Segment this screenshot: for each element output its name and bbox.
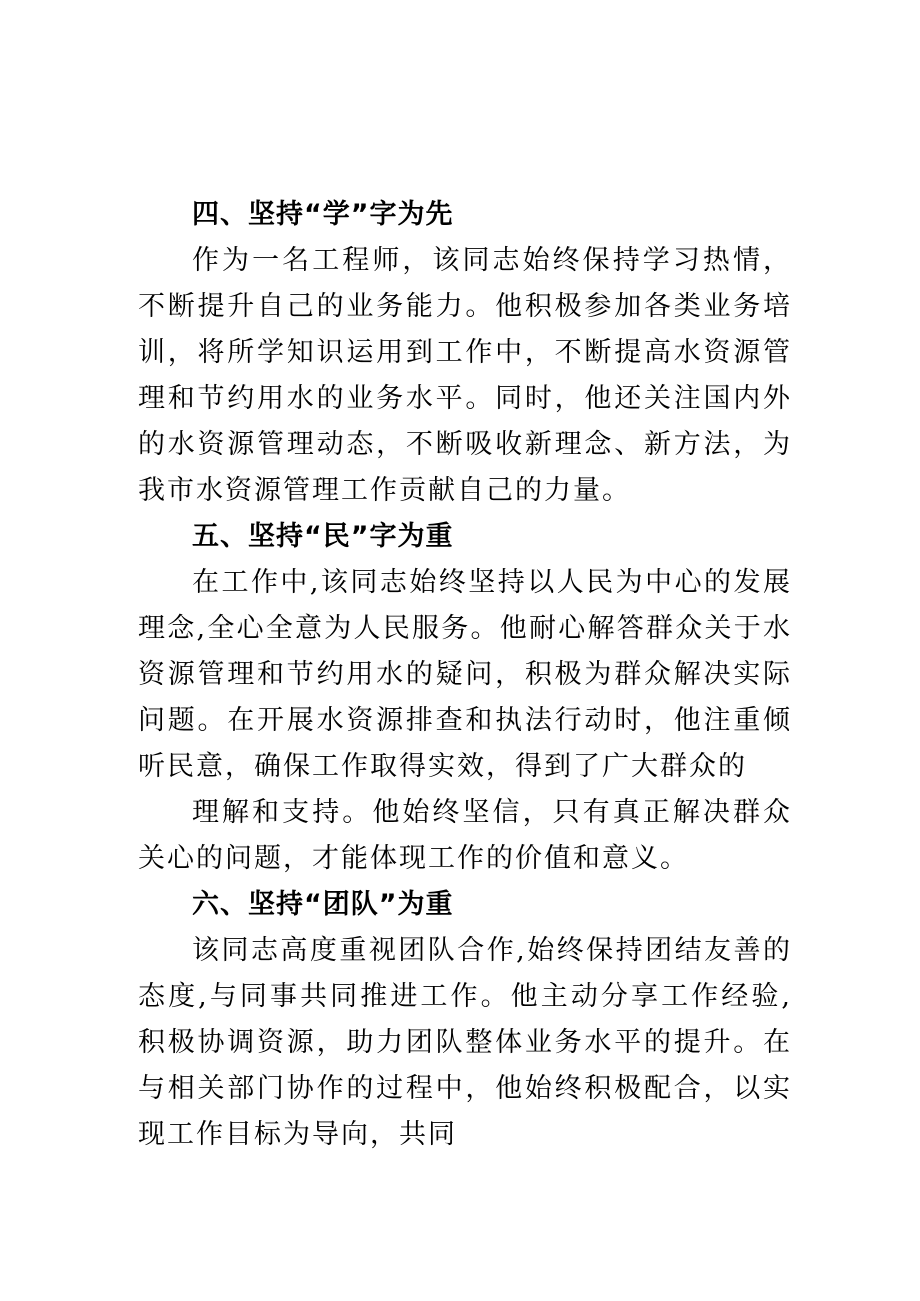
section-paragraph: 作为一名工程师，该同志始终保持学习热情，不断提升自己的业务能力。他积极参加各类业务培训，将所学知识运用到工作中，不断提高水资源管理和节约用水的业务水平。同时，他还关注国内外的水资源管理动态，不断吸收新理念、新方法，为我市水资源管理工作贡献自己的力量。 xyxy=(138,245,792,506)
section-paragraph: 理解和支持。他始终坚信，只有真正解决群众关心的问题，才能体现工作的价值和意义。 xyxy=(138,797,792,874)
section-heading-team: 六、坚持“团队”为重 xyxy=(192,889,454,920)
section-heading-people: 五、坚持“民”字为重 xyxy=(192,521,454,552)
section-heading-learning: 四、坚持“学”字为先 xyxy=(192,199,454,230)
section-paragraph: 该同志高度重视团队合作,始终保持团结友善的态度,与同事共同推进工作。他主动分享工作经验,积极协调资源，助力团队整体业务水平的提升。在与相关部门协作的过程中，他始终积极配合，以实现工作目标为导向，共同 xyxy=(138,935,792,1150)
document-body xyxy=(138,192,792,1158)
section-paragraph: 在工作中,该同志始终坚持以人民为中心的发展理念,全心全意为人民服务。他耐心解答群众关于水资源管理和节约用水的疑问，积极为群众解决实际问题。在开展水资源排查和执法行动时，他注重倾听民意，确保工作取得实效，得到了广大群众的 xyxy=(138,567,792,782)
